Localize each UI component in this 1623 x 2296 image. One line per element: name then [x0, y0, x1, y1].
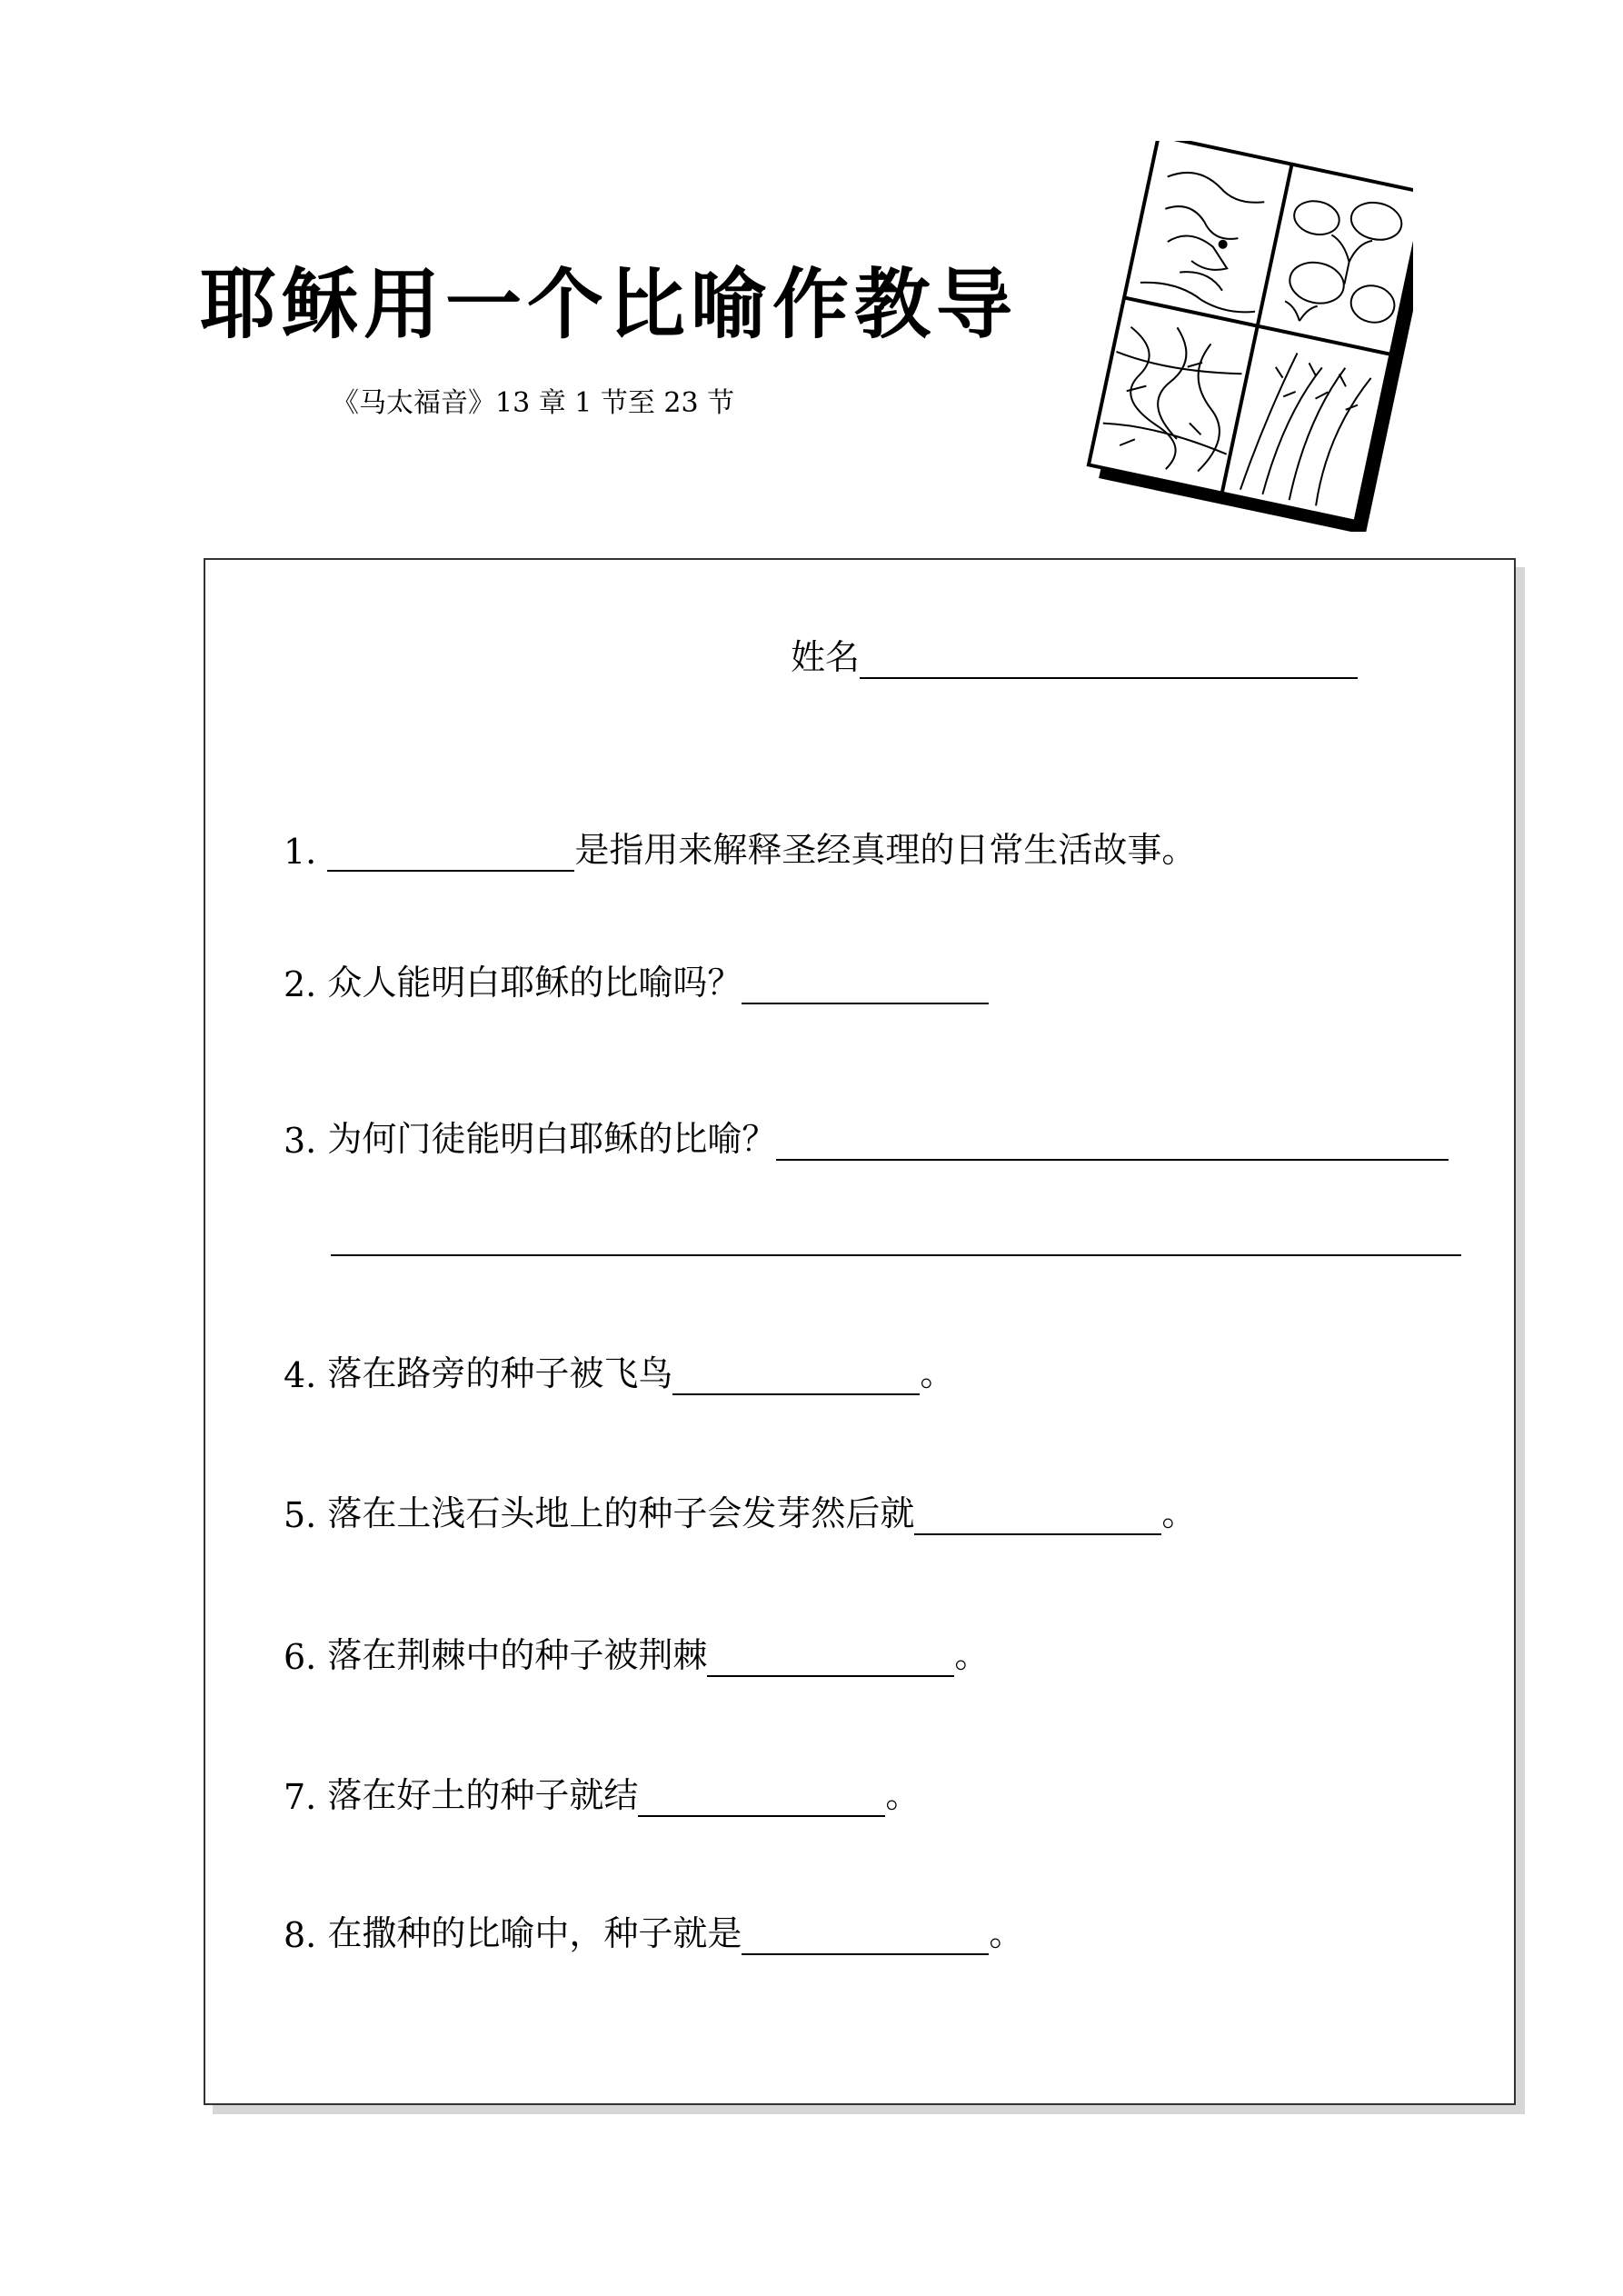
answer-blank-7[interactable]: [638, 1779, 885, 1817]
question-number: 7.: [284, 1777, 317, 1817]
question-end: 。: [885, 1775, 921, 1815]
parable-of-sower-panels-icon: [1068, 141, 1413, 532]
question-end: 。: [989, 1913, 1024, 1953]
name-label: 姓名: [791, 637, 861, 677]
question-text: 是指用来解释圣经真理的日常生活故事。: [574, 830, 1197, 870]
question-6: [284, 1627, 989, 1677]
question-number: 5.: [284, 1495, 317, 1535]
question-text: 众人能明白耶稣的比喻吗？: [327, 963, 742, 1003]
name-field[interactable]: [791, 629, 1358, 679]
answer-blank-3[interactable]: [776, 1123, 1449, 1161]
question-4: [284, 1345, 954, 1395]
question-text: 落在好土的种子就结: [327, 1775, 639, 1815]
question-5: [284, 1485, 1196, 1535]
answer-blank-3-continued[interactable]: [331, 1254, 1461, 1256]
question-number: 8.: [284, 1915, 317, 1955]
answer-blank-8[interactable]: [742, 1917, 989, 1955]
question-end: 。: [954, 1635, 990, 1675]
question-number: 2.: [284, 964, 317, 1004]
scripture-reference: 《马太福音》13 章 1 节至 23 节: [332, 387, 735, 419]
page-title: 耶稣用一个比喻作教导: [200, 259, 1019, 349]
name-blank[interactable]: [860, 641, 1358, 679]
question-text: 在撒种的比喻中，种子就是: [327, 1913, 742, 1953]
question-number: 6.: [284, 1637, 317, 1677]
answer-blank-6[interactable]: [707, 1639, 954, 1677]
question-3: [284, 1111, 1449, 1161]
answer-blank-2[interactable]: [742, 966, 989, 1004]
question-text: 落在路旁的种子被飞鸟: [327, 1353, 673, 1393]
question-end: 。: [920, 1353, 955, 1393]
worksheet-frame: [204, 558, 1516, 2105]
answer-blank-4[interactable]: [672, 1357, 920, 1395]
question-7: [284, 1767, 920, 1817]
question-text: 落在荆棘中的种子被荆棘: [327, 1635, 708, 1675]
question-number: 4.: [284, 1355, 317, 1395]
question-end: 。: [1161, 1493, 1197, 1533]
question-1: [284, 822, 1196, 872]
question-number: 3.: [284, 1121, 317, 1161]
question-text: 为何门徒能明白耶稣的比喻？: [327, 1119, 777, 1159]
question-text: 落在土浅石头地上的种子会发芽然后就: [327, 1493, 915, 1533]
question-8: [284, 1905, 1023, 1955]
question-2: [284, 954, 989, 1004]
question-number: 1.: [284, 832, 317, 872]
answer-blank-5[interactable]: [914, 1497, 1161, 1535]
answer-blank-1[interactable]: [327, 834, 574, 872]
